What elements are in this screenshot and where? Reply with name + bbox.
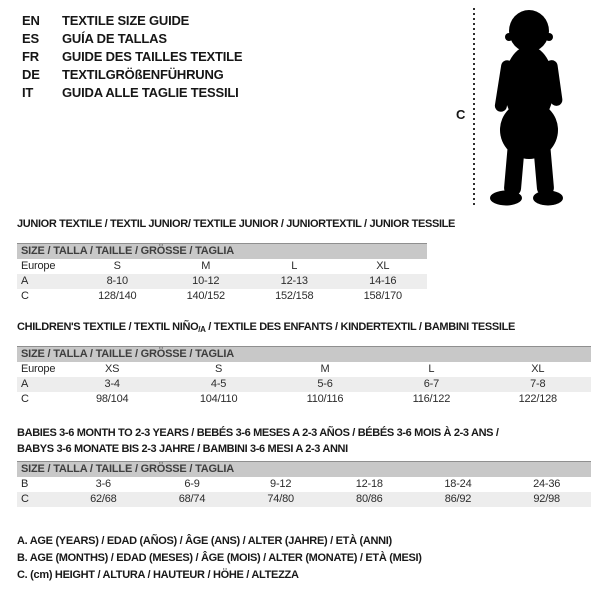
size-cell: XL [376, 260, 390, 272]
size-cell: 92/98 [502, 492, 591, 507]
size-cell: XS [105, 363, 120, 375]
size-cell: 4-5 [165, 377, 271, 392]
language-row-fr [22, 48, 242, 66]
size-header-bar: SIZE / TALLA / TAILLE / GRÖSSE / TAGLIA [17, 462, 591, 477]
language-row-it [22, 84, 242, 102]
size-cell: S [113, 260, 121, 272]
size-cell: 122/128 [518, 393, 557, 405]
language-title: TEXTILE SIZE GUIDE [62, 13, 190, 28]
size-header-bar: SIZE / TALLA / TAILLE / GRÖSSE / TAGLIA [17, 347, 591, 362]
size-cell: S [215, 363, 223, 375]
height-measure-label: C [456, 107, 466, 122]
row-label: A [17, 377, 59, 392]
language-row-de [22, 66, 242, 84]
language-title: GUÍA DE TALLAS [62, 31, 167, 46]
table-row [17, 377, 591, 392]
size-cell: L [291, 260, 298, 272]
language-code: EN [22, 13, 40, 28]
table-row [17, 259, 427, 274]
size-cell: 116/122 [412, 393, 451, 405]
size-cell: M [320, 363, 330, 375]
table-row [17, 289, 427, 304]
size-cell: 18-24 [444, 478, 472, 490]
language-code: ES [22, 31, 39, 46]
size-cell: XL [531, 363, 545, 375]
size-cell: L [428, 363, 435, 375]
baby-silhouette-icon [483, 8, 575, 207]
language-row-en [22, 12, 242, 30]
size-cell: 158/170 [363, 290, 402, 302]
junior-size-table [17, 243, 427, 304]
size-cell: 62/68 [59, 492, 148, 507]
size-cell: 7-8 [485, 377, 591, 392]
table-row [17, 362, 591, 377]
table-row [17, 492, 591, 507]
size-cell: 140/152 [186, 290, 225, 302]
legend-line-a: A. AGE (YEARS) / EDAD (AÑOS) / ÂGE (ANS) / ALTER (JAHRE) / ETÀ (ANNI) [17, 535, 392, 547]
row-label: Europe [21, 260, 56, 272]
language-row-es [22, 30, 242, 48]
size-cell: 152/158 [275, 290, 314, 302]
table-row [17, 477, 591, 492]
legend-line-b: B. AGE (MONTHS) / EDAD (MESES) / ÂGE (MOIS) / ALTER (MONATE) / ETÀ (MESI) [17, 552, 422, 564]
language-title: GUIDA ALLE TAGLIE TESSILI [62, 85, 239, 100]
row-label: Europe [21, 363, 56, 375]
size-cell: 14-16 [339, 274, 428, 289]
size-cell: 6-7 [378, 377, 484, 392]
size-header-bar: SIZE / TALLA / TAILLE / GRÖSSE / TAGLIA [17, 244, 427, 259]
size-cell: 12-13 [250, 274, 339, 289]
size-cell: 110/116 [306, 393, 344, 405]
junior-table-title: JUNIOR TEXTILE / TEXTIL JUNIOR/ TEXTILE JUNIOR / JUNIORTEXTIL / JUNIOR TESSILE [17, 218, 456, 230]
size-cell: 86/92 [414, 492, 503, 507]
size-cell: 98/104 [95, 393, 129, 405]
childrens-table-title [17, 319, 515, 338]
title-line: BABYS 3-6 MONATE BIS 2-3 JAHRE / BAMBINI 3-6 MESI A 2-3 ANNI [17, 443, 348, 455]
size-cell: 80/86 [325, 492, 414, 507]
title-line: BABIES 3-6 MONTH TO 2-3 YEARS / BEBÉS 3-6 MESES A 2-3 AÑOS / BÉBÉS 3-6 MOIS À 2-3 ANS / [17, 427, 499, 439]
size-cell: 9-12 [270, 478, 292, 490]
size-cell: 128/140 [98, 290, 137, 302]
title-text: / TEXTILE DES ENFANTS / KINDERTEXTIL / BAMBINI TESSILE [205, 321, 515, 333]
legend-line-c: C. (cm) HEIGHT / ALTURA / HAUTEUR / HÖHE / ALTEZZA [17, 569, 299, 581]
title-text: CHILDREN'S TEXTILE / TEXTIL NIÑO [17, 321, 199, 333]
row-label: C [17, 492, 59, 507]
table-row [17, 392, 591, 407]
size-cell: 10-12 [162, 274, 251, 289]
language-code: IT [22, 85, 34, 100]
size-cell: 3-4 [59, 377, 165, 392]
babies-table-title [17, 425, 499, 457]
size-cell: 5-6 [272, 377, 378, 392]
size-cell: 68/74 [148, 492, 237, 507]
table-row [17, 274, 427, 289]
legend-notes [17, 533, 422, 584]
language-code: FR [22, 49, 39, 64]
row-label: C [21, 290, 29, 302]
row-label: B [21, 478, 29, 490]
size-cell: 12-18 [355, 478, 383, 490]
size-cell: 3-6 [95, 478, 111, 490]
size-cell: 24-36 [533, 478, 561, 490]
size-cell: 104/110 [199, 393, 238, 405]
size-cell: M [201, 260, 211, 272]
size-cell: 74/80 [236, 492, 325, 507]
language-title: TEXTILGRÖßENFÜHRUNG [62, 67, 224, 82]
dotted-measure-line [473, 8, 475, 207]
size-cell: 6-9 [184, 478, 200, 490]
language-code: DE [22, 67, 40, 82]
row-label: C [21, 393, 29, 405]
size-cell: 8-10 [73, 274, 162, 289]
language-title: GUIDE DES TAILLES TEXTILE [62, 49, 243, 64]
row-label: A [17, 274, 73, 289]
childrens-size-table [17, 346, 591, 407]
babies-size-table [17, 461, 591, 507]
language-list [22, 12, 242, 102]
title-subscript: /A [198, 325, 206, 334]
